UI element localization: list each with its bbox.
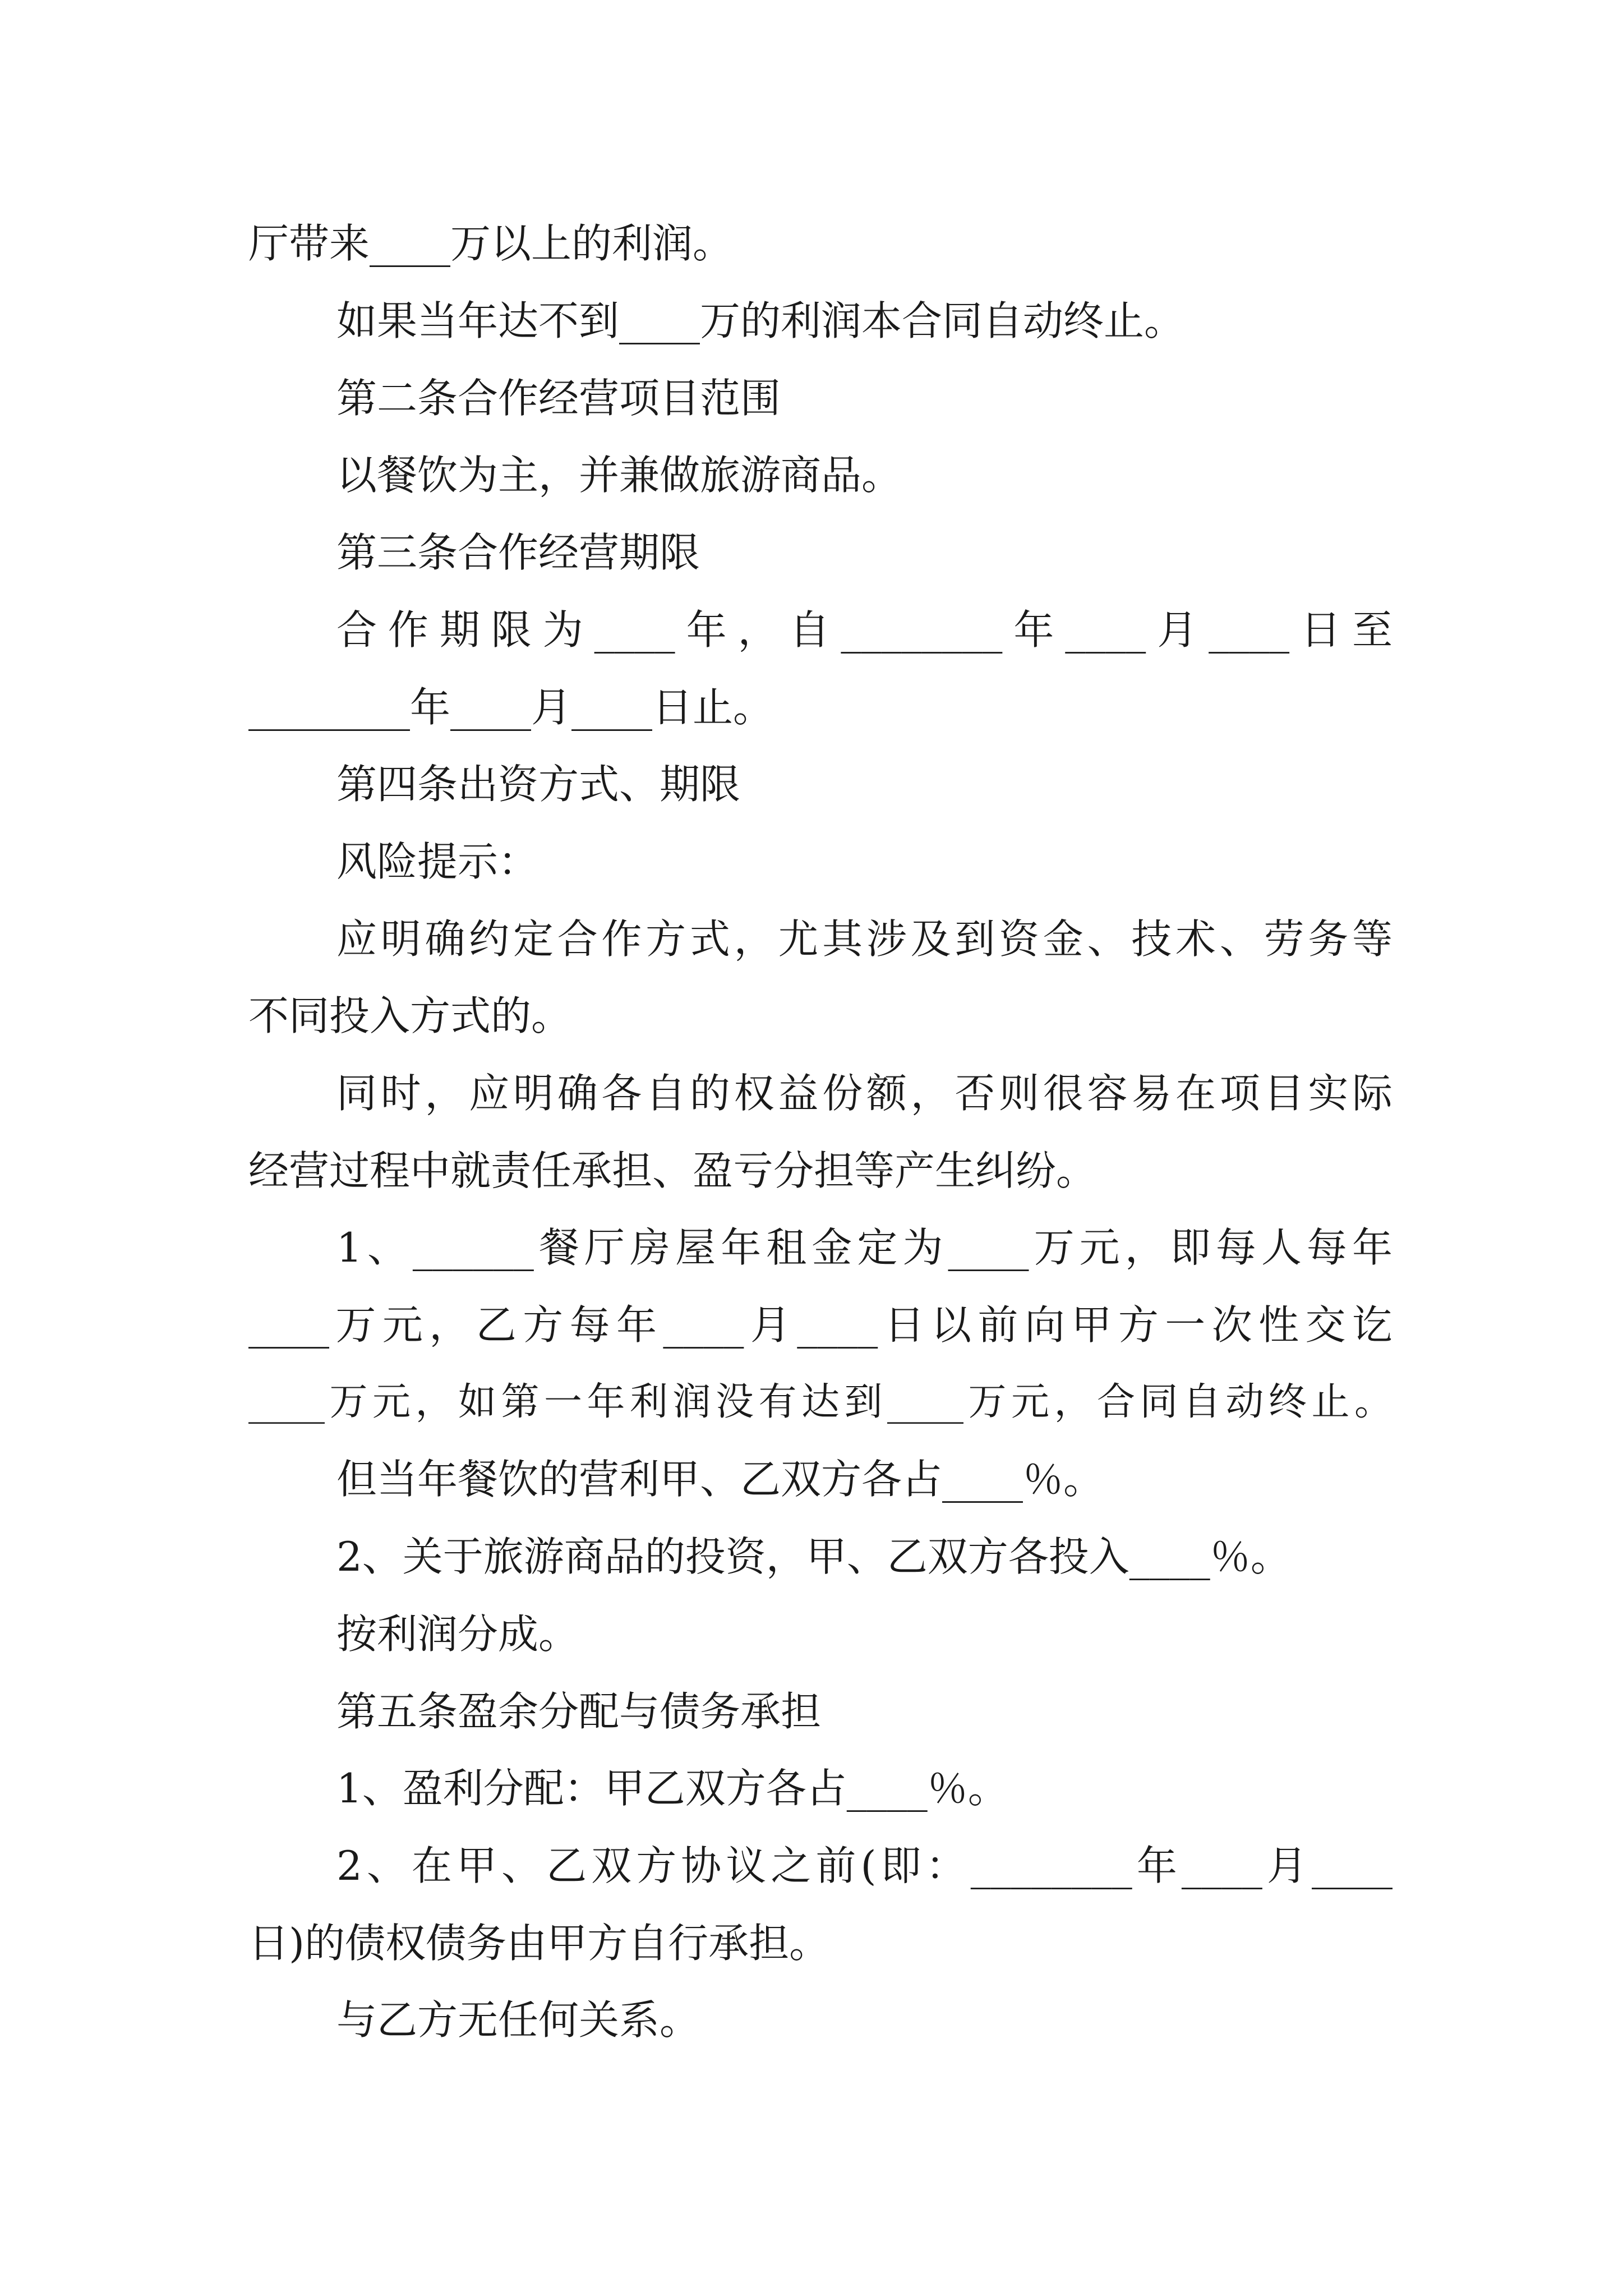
text-line: 以餐饮为主，并兼做旅游商品。 <box>336 452 902 499</box>
text-line: 2、在甲、乙双方协议之前(即：________年____月____ <box>336 1842 1393 1889</box>
text-line: 不同投入方式的。 <box>248 992 572 1039</box>
text-line: 应明确约定合作方式，尤其涉及到资金、技术、劳务等 <box>336 915 1393 963</box>
text-line: 经营过程中就责任承担、盈亏分担等产生纠纷。 <box>248 1147 1097 1194</box>
text-line: ________年____月____日止。 <box>248 684 774 731</box>
section-heading: 第四条出资方式、期限 <box>336 761 741 808</box>
text-line: 1、盈利分配：甲乙双方各占____％。 <box>336 1765 1008 1812</box>
text-line: ____万元，乙方每年____月____日以前向甲方一次性交讫 <box>248 1301 1393 1349</box>
text-line: 如果当年达不到____万的利润本合同自动终止。 <box>336 297 1185 344</box>
section-heading: 第二条合作经营项目范围 <box>336 375 781 422</box>
text-line: 与乙方无任何关系。 <box>336 1996 700 2044</box>
text-line: ____万元，如第一年利润没有达到____万元，合同自动终止。 <box>248 1380 1393 1424</box>
text-line: 合作期限为____年，自________年____月____日至 <box>336 606 1393 654</box>
text-line: 同时，应明确各自的权益份额，否则很容易在项目实际 <box>336 1070 1393 1117</box>
text-line: 2、关于旅游商品的投资，甲、乙双方各投入____％。 <box>336 1533 1291 1580</box>
section-heading: 第三条合作经营期限 <box>336 529 700 576</box>
text-line: 日)的债权债务由甲方自行承担。 <box>248 1920 830 1967</box>
section-heading: 第五条盈余分配与债务承担 <box>336 1688 822 1735</box>
text-line: 1、______餐厅房屋年租金定为____万元，即每人每年 <box>336 1224 1393 1271</box>
text-line: 但当年餐饮的营利甲、乙双方各占____％。 <box>336 1456 1104 1503</box>
text-line: 厅带来____万以上的利润。 <box>248 220 734 267</box>
text-line: 风险提示： <box>336 838 539 885</box>
text-line: 按利润分成。 <box>336 1611 579 1658</box>
